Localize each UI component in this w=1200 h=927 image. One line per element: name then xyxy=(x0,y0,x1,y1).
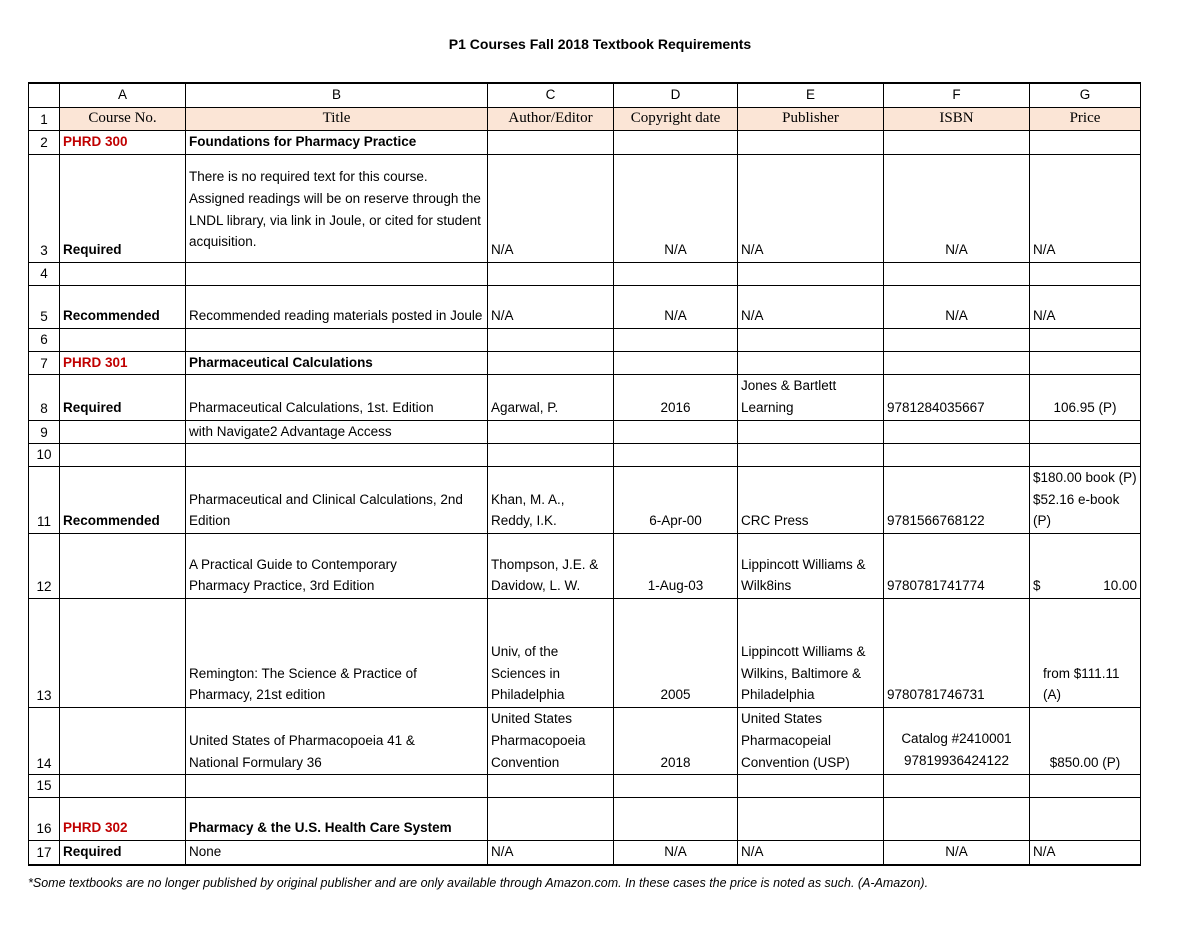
table-row xyxy=(29,708,1141,775)
requirement-label: Required xyxy=(60,375,186,420)
empty-cell xyxy=(738,420,884,444)
price-cell: N/A xyxy=(1030,155,1141,263)
header-price: Price xyxy=(1030,107,1141,131)
author-cell xyxy=(488,708,614,775)
empty-cell xyxy=(60,444,186,467)
header-copyright-date: Copyright date xyxy=(614,107,738,131)
isbn-cell xyxy=(884,797,1030,840)
publisher-cell xyxy=(738,351,884,375)
isbn-cell: 9781566768122 xyxy=(884,467,1030,534)
page-title: P1 Courses Fall 2018 Textbook Requirements xyxy=(448,36,752,52)
table-row xyxy=(29,775,1141,798)
table-row xyxy=(29,797,1141,840)
requirement-label: Required xyxy=(60,840,186,864)
row-number: 3 xyxy=(29,155,60,263)
footnote: *Some textbooks are no longer published by original publisher and are only available through Amazon.com. In these cases the price is noted as such. (A-Amazon). xyxy=(28,876,929,890)
row-number: 14 xyxy=(29,708,60,775)
date-cell xyxy=(614,351,738,375)
empty-cell xyxy=(186,775,488,798)
row-number: 4 xyxy=(29,263,60,286)
row-number: 17 xyxy=(29,840,60,864)
course-code: PHRD 301 xyxy=(60,351,186,375)
price-cell xyxy=(1030,797,1141,840)
textbook-table xyxy=(28,82,1141,866)
isbn-cell xyxy=(884,131,1030,155)
row-number: 2 xyxy=(29,131,60,155)
row-number: 1 xyxy=(29,107,60,131)
course-title: Foundations for Pharmacy Practice xyxy=(186,131,488,155)
header-course-no: Course No. xyxy=(60,107,186,131)
row-number: 16 xyxy=(29,797,60,840)
row-number: 11 xyxy=(29,467,60,534)
row-number: 7 xyxy=(29,351,60,375)
empty-cell xyxy=(60,534,186,599)
date-cell xyxy=(614,131,738,155)
date-cell: N/A xyxy=(614,840,738,864)
author-cell xyxy=(488,351,614,375)
empty-cell xyxy=(738,263,884,286)
course-code: PHRD 300 xyxy=(60,131,186,155)
price-cell: 106.95 (P) xyxy=(1030,375,1141,420)
author-cell: N/A xyxy=(488,155,614,263)
empty-cell xyxy=(60,328,186,351)
price-amount: 10.00 xyxy=(1103,578,1137,594)
date-cell: 2018 xyxy=(614,708,738,775)
requirement-label: Recommended xyxy=(60,285,186,328)
isbn-number: 97819936424122 xyxy=(903,752,1010,768)
course-code: PHRD 302 xyxy=(60,797,186,840)
title-cell: Pharmaceutical Calculations, 1st. Edition xyxy=(186,375,488,420)
row-number: 10 xyxy=(29,444,60,467)
author-text: Khan, M. A., Reddy, I.K. xyxy=(491,491,565,529)
row-number: 5 xyxy=(29,285,60,328)
author-cell: N/A xyxy=(488,840,614,864)
empty-cell xyxy=(60,708,186,775)
isbn-cell xyxy=(884,351,1030,375)
publisher-cell: Jones & Bartlett Learning xyxy=(738,375,884,420)
table-row xyxy=(29,351,1141,375)
title-text: There is no required text for this course. Assigned readings will be on reserve through the LNDL library, via link in Joule, or cited for student acquisition. xyxy=(189,169,481,250)
empty-cell xyxy=(884,328,1030,351)
title-cell: Recommended reading materials posted in Joule xyxy=(186,285,488,328)
table-row xyxy=(29,534,1141,599)
date-cell: N/A xyxy=(614,155,738,263)
publisher-cell: N/A xyxy=(738,155,884,263)
table-row xyxy=(29,155,1141,263)
table-row xyxy=(29,285,1141,328)
publisher-cell xyxy=(738,131,884,155)
isbn-cell xyxy=(884,708,1030,775)
date-cell: N/A xyxy=(614,285,738,328)
price-currency: $ xyxy=(1033,578,1041,594)
table-row xyxy=(29,263,1141,286)
empty-cell xyxy=(614,444,738,467)
empty-cell xyxy=(884,444,1030,467)
title-text: Remington: The Science & Practice of Pharmacy, 21st edition xyxy=(189,665,417,703)
column-letter: C xyxy=(488,83,614,107)
empty-cell xyxy=(738,775,884,798)
price-cell xyxy=(1030,599,1141,708)
row-number: 8 xyxy=(29,375,60,420)
isbn-cell: N/A xyxy=(884,285,1030,328)
author-text: Univ, of the Sciences in Philadelphia xyxy=(491,644,565,703)
empty-cell xyxy=(738,328,884,351)
row-number: 9 xyxy=(29,420,60,444)
column-letter: D xyxy=(614,83,738,107)
course-title: Pharmaceutical Calculations xyxy=(186,351,488,375)
isbn-cell: N/A xyxy=(884,840,1030,864)
price-cell: N/A xyxy=(1030,840,1141,864)
author-cell xyxy=(488,131,614,155)
empty-cell xyxy=(1030,263,1141,286)
table-row xyxy=(29,328,1141,351)
date-cell: 1-Aug-03 xyxy=(614,534,738,599)
price-cell xyxy=(1030,534,1141,599)
publisher-cell: N/A xyxy=(738,285,884,328)
empty-cell xyxy=(488,444,614,467)
column-letter: B xyxy=(186,83,488,107)
empty-cell xyxy=(614,263,738,286)
isbn-catalog: Catalog #2410001 xyxy=(901,730,1012,746)
price-cell xyxy=(1030,351,1141,375)
title-cell xyxy=(186,155,488,263)
header-isbn: ISBN xyxy=(884,107,1030,131)
table-row xyxy=(29,467,1141,534)
price-cell: N/A xyxy=(1030,285,1141,328)
empty-cell xyxy=(738,444,884,467)
author-cell xyxy=(488,797,614,840)
header-row xyxy=(29,107,1141,131)
empty-cell xyxy=(488,328,614,351)
table-row xyxy=(29,444,1141,467)
requirement-label: Required xyxy=(60,155,186,263)
header-title: Title xyxy=(186,107,488,131)
empty-cell xyxy=(488,263,614,286)
title-cell: None xyxy=(186,840,488,864)
empty-cell xyxy=(488,775,614,798)
empty-cell xyxy=(1030,420,1141,444)
table-row xyxy=(29,599,1141,708)
price-cell xyxy=(1030,131,1141,155)
course-title: Pharmacy & the U.S. Health Care System xyxy=(186,797,488,840)
title-cell: Pharmaceutical and Clinical Calculations, 2nd Edition xyxy=(186,467,488,534)
publisher-cell: N/A xyxy=(738,840,884,864)
column-letter: F xyxy=(884,83,1030,107)
title-cell: with Navigate2 Advantage Access xyxy=(186,420,488,444)
empty-cell xyxy=(884,263,1030,286)
title-cell xyxy=(186,534,488,599)
table-row xyxy=(29,840,1141,864)
header-author: Author/Editor xyxy=(488,107,614,131)
title-text: A Practical Guide to Contemporary Pharmacy Practice, 3rd Edition xyxy=(189,556,397,594)
isbn-cell: 9781284035667 xyxy=(884,375,1030,420)
publisher-cell: United States Pharmacopeial Convention (USP) xyxy=(738,708,884,775)
date-cell: 6-Apr-00 xyxy=(614,467,738,534)
price-cell: $850.00 (P) xyxy=(1030,708,1141,775)
empty-cell xyxy=(614,420,738,444)
author-cell: Agarwal, P. xyxy=(488,375,614,420)
header-publisher: Publisher xyxy=(738,107,884,131)
column-letter: A xyxy=(60,83,186,107)
title-cell xyxy=(186,599,488,708)
date-cell: 2016 xyxy=(614,375,738,420)
price-cell: $180.00 book (P) $52.16 e-book (P) xyxy=(1030,467,1141,534)
empty-cell xyxy=(60,420,186,444)
row-number: 13 xyxy=(29,599,60,708)
author-cell xyxy=(488,599,614,708)
empty-cell xyxy=(488,420,614,444)
empty-cell xyxy=(60,775,186,798)
author-cell xyxy=(488,467,614,534)
table-row xyxy=(29,375,1141,420)
publisher-cell: CRC Press xyxy=(738,467,884,534)
date-cell xyxy=(614,797,738,840)
author-cell: N/A xyxy=(488,285,614,328)
column-letter: G xyxy=(1030,83,1141,107)
empty-cell xyxy=(614,328,738,351)
publisher-cell xyxy=(738,797,884,840)
requirement-label: Recommended xyxy=(60,467,186,534)
isbn-cell: 9780781746731 xyxy=(884,599,1030,708)
title-text: United States of Pharmacopoeia 41 & National Formulary 36 xyxy=(189,732,415,770)
row-number: 15 xyxy=(29,775,60,798)
column-letter: E xyxy=(738,83,884,107)
row-number: 6 xyxy=(29,328,60,351)
empty-cell xyxy=(884,420,1030,444)
empty-cell xyxy=(60,263,186,286)
title-cell xyxy=(186,708,488,775)
table-row xyxy=(29,420,1141,444)
author-cell: Thompson, J.E. & Davidow, L. W. xyxy=(488,534,614,599)
empty-cell xyxy=(884,775,1030,798)
isbn-cell: 9780781741774 xyxy=(884,534,1030,599)
publisher-cell: Lippincott Williams & Wilk8ins xyxy=(738,534,884,599)
empty-cell xyxy=(1030,444,1141,467)
date-cell: 2005 xyxy=(614,599,738,708)
isbn-cell: N/A xyxy=(884,155,1030,263)
empty-cell xyxy=(186,328,488,351)
row-number: 12 xyxy=(29,534,60,599)
empty-cell xyxy=(1030,328,1141,351)
publisher-cell: Lippincott Williams & Wilkins, Baltimore & Philadelphia xyxy=(738,599,884,708)
author-text: United States Pharmacopoeia Convention xyxy=(491,711,586,770)
corner-cell xyxy=(29,83,60,107)
empty-cell xyxy=(614,775,738,798)
column-letter-row xyxy=(29,83,1141,107)
price-text: from $111.11 (A) xyxy=(1043,665,1120,703)
empty-cell xyxy=(1030,775,1141,798)
empty-cell xyxy=(186,263,488,286)
empty-cell xyxy=(186,444,488,467)
table-row xyxy=(29,131,1141,155)
empty-cell xyxy=(60,599,186,708)
